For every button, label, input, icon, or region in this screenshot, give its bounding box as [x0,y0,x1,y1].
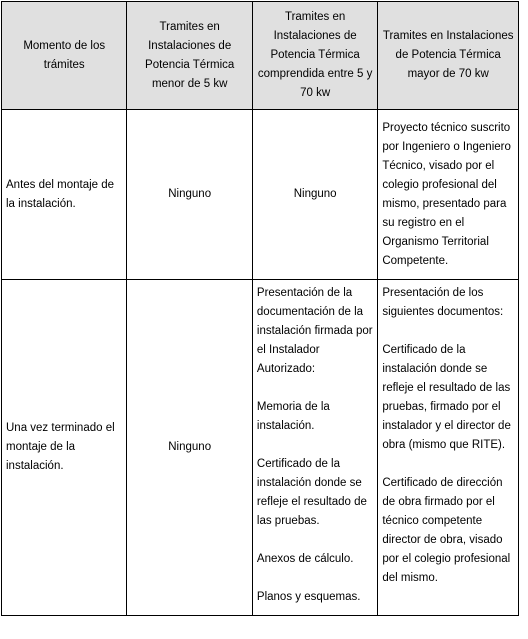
cell-entre-5-70kw [252,280,377,616]
cell-paragraph: Anexos de cálculo. [256,553,354,565]
cell-mayor-70kw [378,280,519,616]
cell-paragraph: Memoria de la instalación. [256,401,330,432]
cell-paragraph: Proyecto técnico suscrito por Ingeniero o Ingeniero Técnico, visado por el colegio profesional del mismo, presentado para su registro en el Organismo Territorial Competente. [382,121,511,267]
header-menor-5kw: Tramites en Instalaciones de Potencia Térmica menor de 5 kw [127,2,252,110]
cell-paragraph: Certificado de dirección de obra firmado por el técnico competente director de obra, visado por el colegio profesional del mismo. [382,477,511,584]
tramites-table [1,1,519,616]
cell-momento: Antes del montaje de la instalación. [2,110,127,280]
cell-paragraph: Certificado de la instalación donde se refleje el resultado de las pruebas, firmado por el instalador y el director de obra (mismo que RITE). [382,344,511,451]
cell-paragraph: Presentación de los siguientes documentos: [382,287,504,318]
cell-mayor-70kw [378,110,519,280]
header-mayor-70kw: Tramites en Instalaciones de Potencia Térmica mayor de 70 kw [378,2,519,110]
cell-paragraph: Planos y esquemas. [256,591,361,603]
cell-entre-5-70kw: Ninguno [252,110,377,280]
cell-paragraph: Certificado de la instalación donde se refleje el resultado de las pruebas. [256,458,367,527]
cell-paragraph: Presentación de la documentación de la instalación firmada por el Instalador Autorizado: [256,287,373,375]
table-row [2,110,519,280]
header-entre-5-70kw: Tramites en Instalaciones de Potencia Térmica comprendida entre 5 y 70 kw [252,2,377,110]
cell-menor-5kw: Ninguno [127,110,252,280]
cell-momento: Una vez terminado el montaje de la instalación. [2,280,127,616]
header-momento: Momento de los trámites [2,2,127,110]
cell-menor-5kw: Ninguno [127,280,252,616]
header-row [2,2,519,110]
table-row [2,280,519,616]
